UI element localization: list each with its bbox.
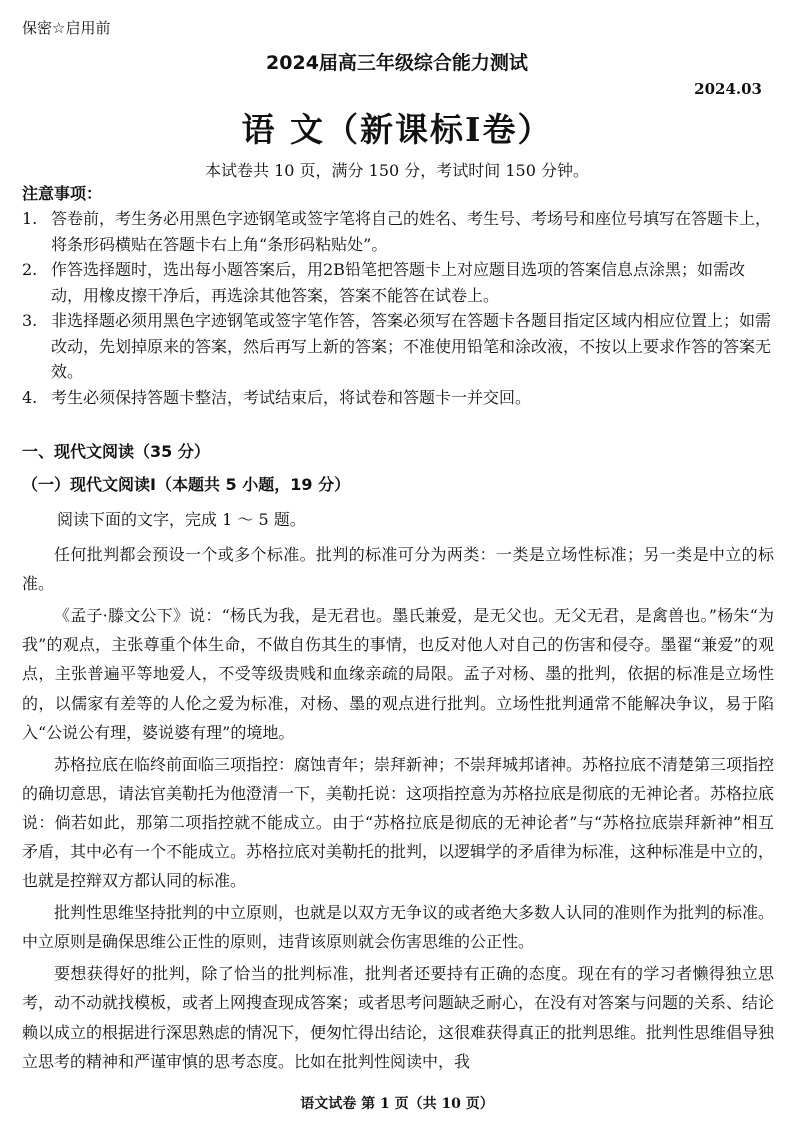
note-item [22, 257, 774, 308]
exam-info: 本试卷共 10 页，满分 150 分，考试时间 150 分钟。 [205, 161, 589, 180]
passage-paragraph: 要想获得好的批判，除了恰当的批判标准，批判者还要持有正确的态度。现在有的学习者懒得独立思考，动不动就找模板，或者上网搜查现成答案；或者思考问题缺乏耐心，在没有对答案与问题的关系、结论赖以成立的根据进行深思熟虑的情况下，便匆忙得出结论，这很难获得真正的批判思维。批判性思维倡导独立思考的精神和严谨审慎的思考态度。比如在批判性阅读中，我 [22, 964, 775, 1071]
section-title: 一、现代文阅读（35 分） [22, 442, 210, 461]
passage-paragraph: 任何批判都会预设一个或多个标准。批判的标准可分为两类：一类是立场性标准；另一类是中立的标准。 [22, 545, 774, 594]
reading-instruction: 阅读下面的文字，完成 1 ～ 5 题。 [57, 510, 306, 529]
passage-paragraph: 批判性思维坚持批判的中立原则，也就是以双方无争议的或者绝大多数人认同的准则作为批判的标准。中立原则是确保思维公正性的原则，违背该原则就会伤害思维的公正性。 [22, 903, 775, 952]
notes-heading: 注意事项： [22, 184, 103, 203]
note-number: 4. [22, 387, 38, 407]
passage-paragraph: 《孟子·滕文公下》说：“杨氏为我，是无君也。墨氏兼爱，是无父也。无父无君，是禽兽也。”杨朱“为我”的观点，主张尊重个体生命，不做自伤其生的事情，也反对他人对自己的伤害和侵夺。墨翟“兼爱”的观点，主张普遍平等地爱人，不受等级贵贱和血缘亲疏的局限。孟子对杨、墨的批判，依据的标准是立场性的，以儒家有差等的人伦之爱为标准，对杨、墨的观点进行批判。立场性批判通常不能解决争议，易于陷入“公说公有理，婆说婆有理”的境地。 [22, 606, 774, 742]
note-text: 答卷前，考生务必用黑色字迹钢笔或签字笔将自己的姓名、考生号、考场号和座位号填写在答题卡上，将条形码横贴在答题卡右上角“条形码粘贴处”。 [51, 209, 772, 254]
exam-title: 2024届高三年级综合能力测试 [266, 52, 528, 74]
reading-passage [22, 540, 774, 1079]
note-item [22, 206, 774, 257]
note-text: 考生必须保持答题卡整洁，考试结束后，将试卷和答题卡一并交回。 [51, 387, 532, 407]
note-item [22, 308, 774, 385]
note-item [22, 385, 774, 411]
exam-date: 2024.03 [694, 80, 762, 98]
note-text: 非选择题必须用黑色字迹钢笔或签字笔作答，答案必须写在答题卡各题目指定区域内相应位置上；如需改动，先划掉原来的答案，然后再写上新的答案；不准使用铅笔和涂改液，不按以上要求作答的答案无效。 [51, 311, 772, 381]
page-footer: 语文试卷 第 1 页（共 10 页） [300, 1096, 494, 1112]
note-text: 作答选择题时，选出每小题答案后，用2B铅笔把答题卡上对应题目选项的答案信息点涂黑；如需改动，用橡皮擦干净后，再选涂其他答案，答案不能答在试卷上。 [51, 260, 745, 305]
passage-paragraph: 苏格拉底在临终前面临三项指控：腐蚀青年；崇拜新神；不崇拜城邦诸神。苏格拉底不清楚第三项指控的确切意思，请法官美勒托为他澄清一下，美勒托说：这项指控意为苏格拉底是彻底的无神论者。苏格拉底说：倘若如此，那第二项指控就不能成立。由于“苏格拉底是彻底的无神论者”与“苏格拉底崇拜新神”相互矛盾，其中必有一个不能成立。苏格拉底对美勒托的批判，以逻辑学的矛盾律为标准，这种标准是中立的，也就是控辩双方都认同的标准。 [22, 754, 775, 891]
note-number: 1. [22, 209, 38, 228]
subject-title: 语 文（新课标Ⅰ卷） [241, 110, 553, 149]
notes-list [22, 206, 774, 410]
note-number: 2. [22, 260, 38, 279]
note-number: 3. [22, 311, 38, 330]
subsection-title: （一）现代文阅读Ⅰ（本题共 5 小题，19 分） [22, 475, 351, 494]
confidential-label: 保密☆启用前 [22, 19, 111, 37]
